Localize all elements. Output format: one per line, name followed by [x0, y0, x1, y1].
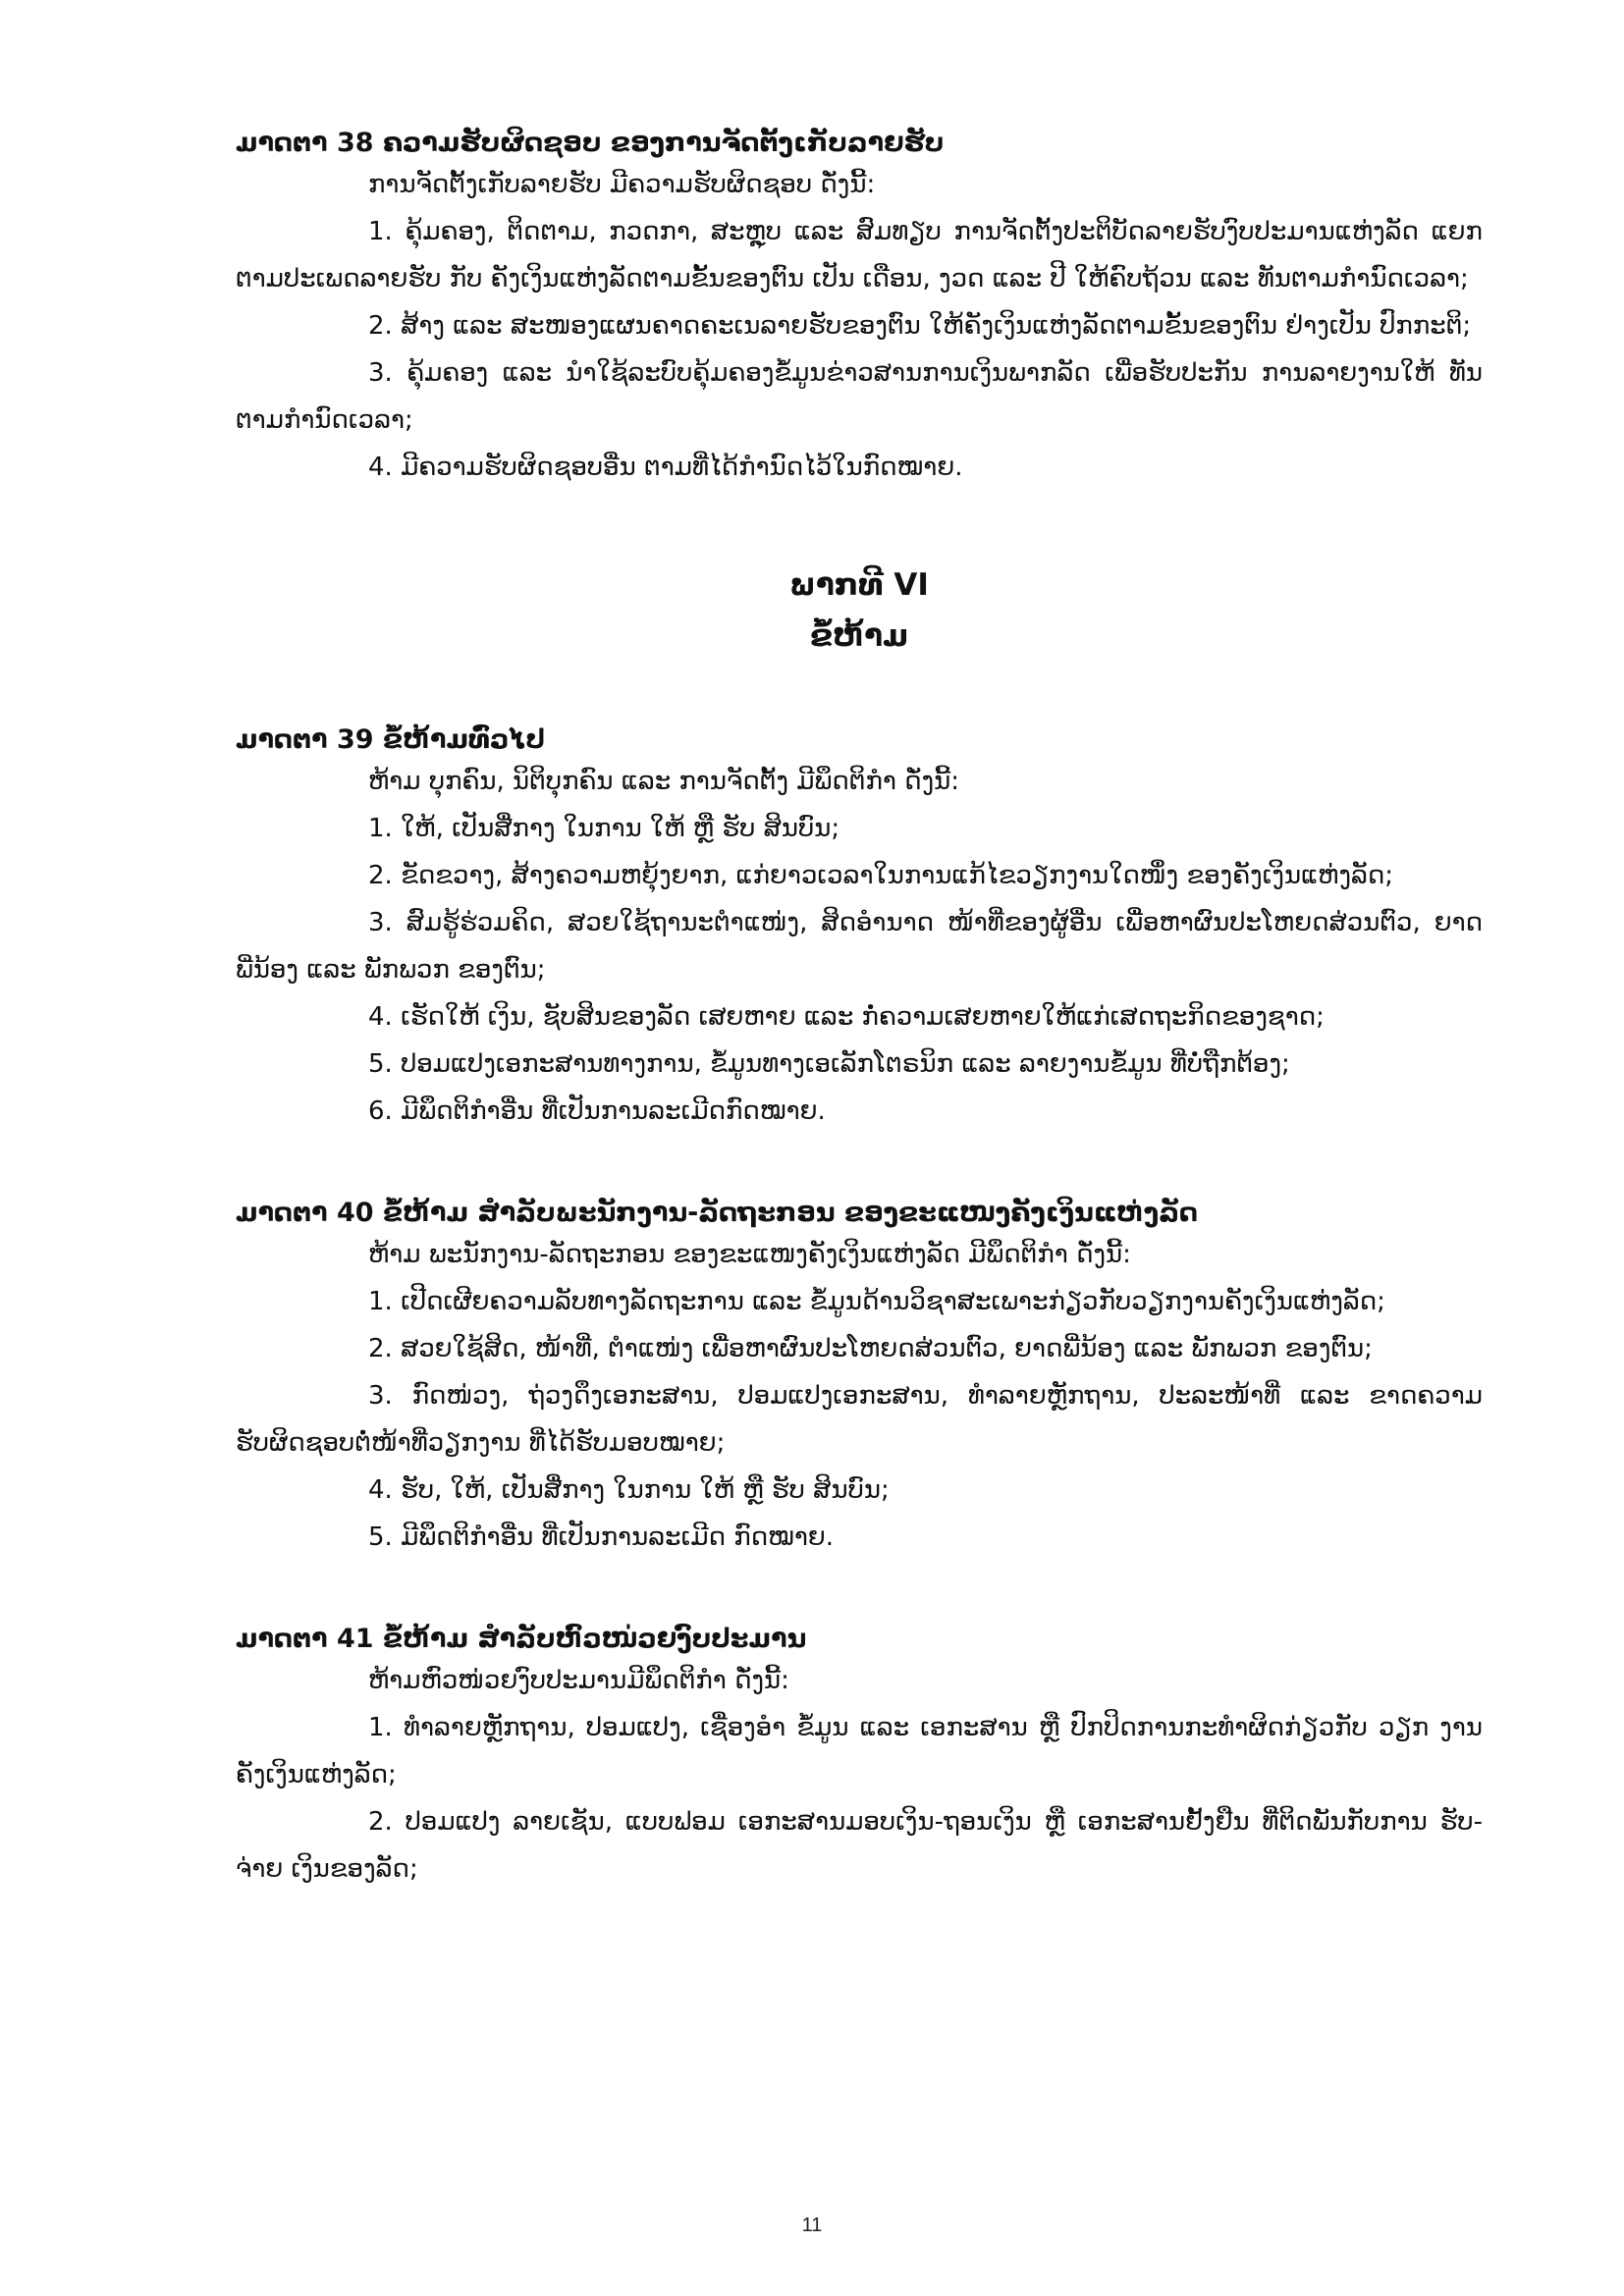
article-39-intro: ຫ້າມ ບຸກຄົນ, ນິຕິບຸກຄົນ ແລະ ການຈັດຕັ້ງ ມີພຶດຕິກຳ ດັ່ງນີ້: [368, 767, 959, 796]
article-41-item-1: 1. ທຳລາຍຫຼັກຖານ, ປອມແປງ, ເຊື່ອງອຳ ຂໍ້ມູນ ແລະ ເອກະສານ ຫຼື ປົກປິດການກະທຳຜິດກ່ຽວກັບ ວຽກ ງານຄັງເງິນແຫ່ງລັດ; [236, 1713, 1483, 1789]
article-39-item-3: 3. ສົມຮູ້ຮ່ວມຄິດ, ສວຍໃຊ້ຖານະຕຳແໜ່ງ, ສິດອຳນາດ ໜ້າທີ່ຂອງຜູ້ອື່ນ ເພື່ອຫາຜົນປະໂຫຍດສ່ວນຕົວ, ຍາດພີ່ນ້ອງ ແລະ ພັກພວກ ຂອງຕົນ; [236, 908, 1483, 985]
document-page [236, 126, 1483, 1893]
article-38-item-4: 4. ມີຄວາມຮັບຜິດຊອບອື່ນ ຕາມທີ່ໄດ້ກຳນົດໄວ້ໃນກົດໝາຍ. [368, 453, 963, 482]
article-39-title: ມາດຕາ 39 ຂໍ້ຫ້າມທົ່ວໄປ [236, 724, 546, 755]
article-40-title: ມາດຕາ 40 ຂໍ້ຫ້າມ ສຳລັບພະນັກງານ-ລັດຖະກອນ ຂອງຂະແໜງຄັງເງິນແຫ່ງລັດ [236, 1198, 1199, 1228]
article-40-item-2: 2. ສວຍໃຊ້ສິດ, ໜ້າທີ່, ຕຳແໜ່ງ ເພື່ອຫາຜົນປະໂຫຍດສ່ວນຕົວ, ຍາດພີ່ນ້ອງ ແລະ ພັກພວກ ຂອງຕົນ; [368, 1334, 1373, 1363]
page-number: 11 [801, 2215, 823, 2236]
article-41-title: ມາດຕາ 41 ຂໍ້ຫ້າມ ສຳລັບຫົວໜ່ວຍງົບປະມານ [236, 1624, 807, 1654]
article-40-intro: ຫ້າມ ພະນັກງານ-ລັດຖະກອນ ຂອງຂະແໜງຄັງເງິນແຫ່ງລັດ ມີພຶດຕິກຳ ດັ່ງນີ້: [368, 1240, 1131, 1269]
article-41-intro: ຫ້າມຫົວໜ່ວຍງົບປະມານມີພຶດຕິກຳ ດັ່ງນີ້: [368, 1666, 789, 1695]
article-38-item-3: 3. ຄຸ້ມຄອງ ແລະ ນຳໃຊ້ລະບົບຄຸ້ມຄອງຂໍ້ມູນຂ່າວສານການເງິນພາກລັດ ເພື່ອຮັບປະກັນ ການລາຍງານໃຫ້ ທັນຕາມກຳນົດເວລາ; [236, 358, 1483, 435]
article-40-item-3: 3. ກົດໜ່ວງ, ຖ່ວງດຶງເອກະສານ, ປອມແປງເອກະສານ, ທຳລາຍຫຼັກຖານ, ປະລະໜ້າທີ່ ແລະ ຂາດຄວາມ ຮັບຜິດຊອບຕໍ່ໜ້າທີ່ວຽກງານ ທີ່ໄດ້ຮັບມອບໝາຍ; [236, 1381, 1483, 1458]
article-40-item-5: 5. ມີພຶດຕິກຳອື່ນ ທີ່ເປັນການລະເມີດ ກົດໝາຍ. [368, 1522, 834, 1552]
article-40-item-4: 4. ຮັບ, ໃຫ້, ເປັນສື່ກາງ ໃນການ ໃຫ້ ຫຼື ຮັບ ສິນບົນ; [368, 1475, 890, 1505]
article-38 [236, 126, 1483, 491]
article-41 [236, 1622, 1483, 1893]
part-title: ຂໍ້ຫ້າມ [810, 618, 908, 654]
article-38-item-1: 1. ຄຸ້ມຄອງ, ຕິດຕາມ, ກວດກາ, ສະຫຼຸບ ແລະ ສົມທຽບ ການຈັດຕັ້ງປະຕິບັດລາຍຮັບງົບປະມານແຫ່ງລັດ ແຍກຕາມປະເພດລາຍຮັບ ກັບ ຄັງເງິນແຫ່ງລັດຕາມຂັ້ນຂອງຕົນ ເປັນ ເດືອນ, ງວດ ແລະ ປີ ໃຫ້ຄົບຖ້ວນ ແລະ ທັນຕາມກຳນົດເວລາ; [236, 217, 1483, 294]
part-number: ພາກທີ VI [789, 567, 929, 603]
article-39-item-2: 2. ຂັດຂວາງ, ສ້າງຄວາມຫຍຸ້ງຍາກ, ແກ່ຍາວເວລາໃນການແກ້ໄຂວຽກງານໃດໜຶ່ງ ຂອງຄັງເງິນແຫ່ງລັດ; [368, 861, 1394, 890]
article-39-item-6: 6. ມີພຶດຕິກຳອື່ນ ທີ່ເປັນການລະເມີດກົດໝາຍ. [368, 1096, 826, 1126]
article-39-item-5: 5. ປອມແປງເອກະສານທາງການ, ຂໍ້ມູນທາງເອເລັກໂຕຣນິກ ແລະ ລາຍງານຂໍ້ມູນ ທີ່ບໍ່ຖືກຕ້ອງ; [368, 1049, 1290, 1079]
part-heading [236, 560, 1483, 662]
article-39-item-1: 1. ໃຫ້, ເປັນສື່ກາງ ໃນການ ໃຫ້ ຫຼື ຮັບ ສິນບົນ; [368, 814, 840, 843]
article-40-item-1: 1. ເປີດເຜີຍຄວາມລັບທາງລັດຖະການ ແລະ ຂໍ້ມູນດ້ານວິຊາສະເພາະກ່ຽວກັບວຽກງານຄັງເງິນແຫ່ງລັດ; [368, 1287, 1385, 1316]
article-39 [236, 722, 1483, 1135]
article-38-title: ມາດຕາ 38 ຄວາມຮັບຜິດຊອບ ຂອງການຈັດຕັ້ງເກັບລາຍຮັບ [236, 128, 945, 158]
article-41-item-2: 2. ປອມແປງ ລາຍເຊັນ, ແບບຟອມ ເອກະສານມອບເງິນ-ຖອນເງິນ ຫຼື ເອກະສານຢັ້ງຢືນ ທີ່ຕິດພັນກັບການ ຮັບ-ຈ່າຍ ເງິນຂອງລັດ; [236, 1807, 1483, 1884]
article-39-item-4: 4. ເຮັດໃຫ້ ເງິນ, ຊັບສິນຂອງລັດ ເສຍຫາຍ ແລະ ກໍ່ຄວາມເສຍຫາຍໃຫ້ແກ່ເສດຖະກິດຂອງຊາດ; [368, 1002, 1325, 1032]
article-38-item-2: 2. ສ້າງ ແລະ ສະໜອງແຜນຄາດຄະເນລາຍຮັບຂອງຕົນ ໃຫ້ຄັງເງິນແຫ່ງລັດຕາມຂັ້ນຂອງຕົນ ຢ່າງເປັນ ປົກກະຕິ; [368, 311, 1472, 341]
article-38-intro: ການຈັດຕັ້ງເກັບລາຍຮັບ ມີຄວາມຮັບຜິດຊອບ ດັ່ງນີ້: [368, 170, 876, 199]
article-40 [236, 1196, 1483, 1561]
